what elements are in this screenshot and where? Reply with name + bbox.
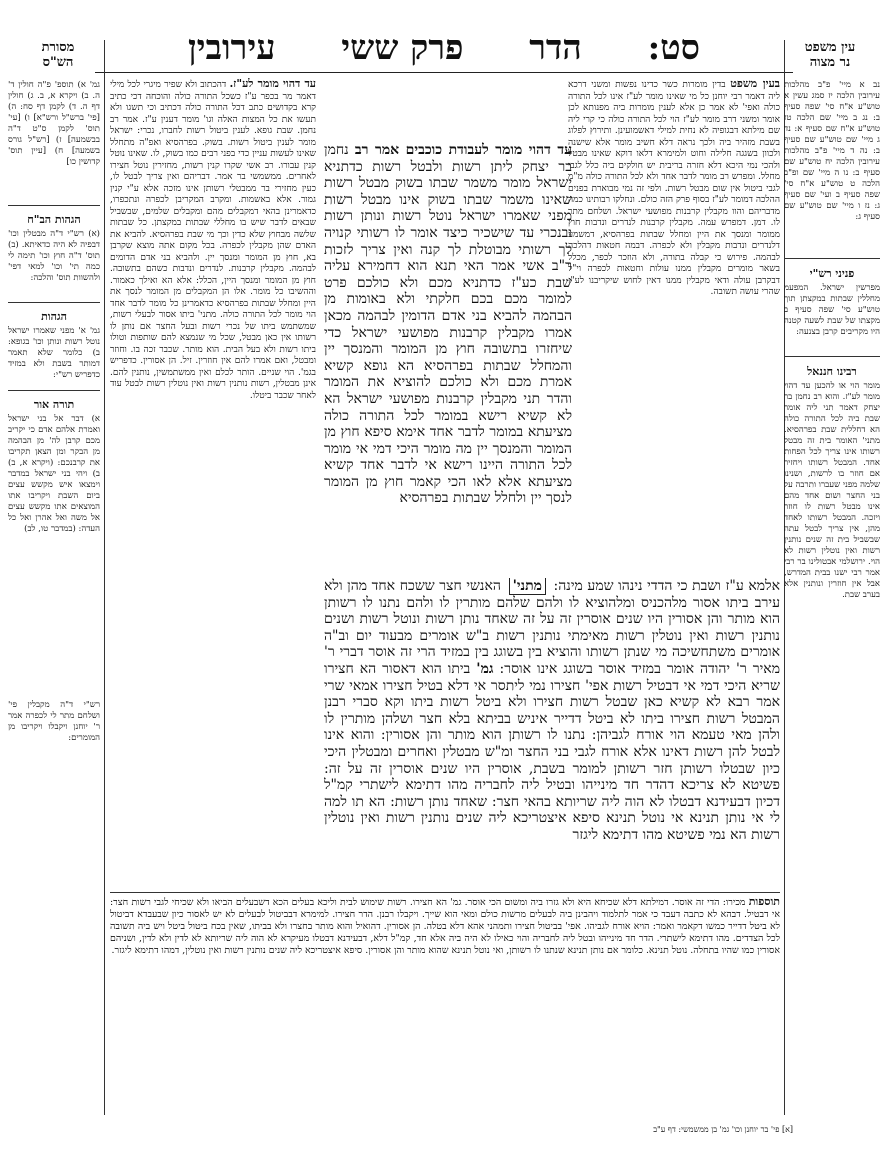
chapter-number: פרק ששי — [341, 28, 464, 68]
torah-ohr-text: א) דבר אל בני ישראל ואמרת אלהם אדם כי יקריב מכם קרבן לה' מן הבהמה מן הבקר ומן הצאן תקריבו את קרבנכם: (ויקרא א, ב) ב) ויהי בני ישראל במדבר וימצאו איש מקשש עצים ביום השבת ויקריבו אתו המוצאים אתו מקשש עצים אל משה ואל אהרן ואל כל העדה: (במדבר טו, לב) — [8, 414, 100, 534]
ein-mishpat-text: נב א מיי' פ"ב מהלכות עירובין הלכה יז סמג עשין א טוש"ע א"ח סי' שפה סעיף ב: נג ב מיי' שם הלכה טז טוש"ע א"ח שם סעיף א: נד ג מיי' שם טוש"ע שם סעיף ב: נה ד מיי' פ"ב מהלכות עירובין הלכה יח טוש"ע שם סעיף ב: נו ה מיי' שם ופ"ב הלכה ט טוש"ע א"ח סי' שפה סעיף ב ועי' שם סעיף ג: נז ו מיי' שם טוש"ע שם סעיף ג: — [784, 80, 880, 222]
left-margin-rule-2 — [8, 302, 100, 303]
hagahot-bach-heading: הגהות הב"ח — [27, 213, 81, 226]
ein-mishpat-heading — [790, 40, 870, 70]
bottom-rule — [110, 892, 780, 893]
torah-ohr-box — [8, 393, 100, 693]
chapter-name: הדר — [529, 28, 582, 68]
hagahot-heading: הגהות — [41, 310, 67, 323]
gemara-upper — [324, 142, 572, 572]
left-margin-rule-1 — [8, 205, 100, 206]
masoret-text: גמ' א) תוספ' פ"ה חולין ד' ה. ב) ויקרא א, ב. ג) חולין דף ה. ד) לקמן דף סח: ה) [פי' ברש"ל ורש"א] ו) [עי' תוס' לקמן ס"ט ד"ה בבשמעה] ז) [רש"ל גורס בשמעה] ח) [עיין תוס' קדושין כו] — [8, 80, 100, 167]
masoret-box — [8, 80, 100, 200]
rabbeinu-chananel-heading: רבינו חננאל — [807, 365, 857, 378]
tosafot-lead: בעין משפט — [730, 78, 780, 90]
mishnah-intro: אלמא ע"ז ושבת כי הדדי נינהו שמע מינה: — [553, 578, 780, 594]
left-margin-divider — [104, 40, 105, 1115]
left-note-text: רש"י ד"ה מקבלין פי' ושלחם מתר לי לכפרה אמר ר' יוחנן ויקבלו ויקריבו מן המומרים: — [8, 700, 100, 743]
header-rule — [95, 72, 793, 73]
gemara-lead: עד דהוי מומר לעבודת כוכבים אמר רב — [354, 142, 572, 158]
hagahot-text: גמ' א' מפני שאמרו ישראל נוטל רשות ונותן וכו' בגופא: ב) כלומר שלא תאמר דמותר בשבת ולא במזיד כדפריש רש"י: — [8, 326, 100, 380]
page-header — [180, 28, 708, 68]
masoret-label: מסורת הש"ס — [41, 40, 75, 70]
left-note-box — [8, 700, 100, 820]
bottom-commentary-lead: תוספות — [748, 896, 780, 908]
hagahot-bach-box — [8, 208, 100, 298]
penei-rashi-text: מפרשין ישראל. המפעמ מחללין שבתות במקצתן תוך טוש"ע סי' שפה סעיף ב מקצתו של שבת לשעה קטנה היו מקריבים קרבן בצנעה: — [784, 283, 880, 337]
torah-ohr-heading: תורה אור — [33, 398, 75, 411]
right-margin-rule-2 — [784, 356, 880, 357]
left-margin-rule-3 — [8, 390, 100, 391]
mishnah-text: האנשי חצר ששכח אחד מהן ולא עירב ביתו אסור מלהכניס ומלהוציא לו ולהם שלהם מותרין לו ולהם נתנו לו רשותן הוא מותר והן אסורין היו שנים אוסרין זה על זה שאחד נותן רשות ונוטל רשות ושנים נותנין רשות ואין נוטלין רשות מאימתי נותנין רשות ב"ש אומרים מבעוד יום וב"ה אומרים משתחשיכה מי שנתן רשותו והוציא בין בשוגג בין במזיד הרי זה אוסר דברי ר' מאיר ר' יהודה אומר במזיד אוסר בשוגג אינו אוסר: — [324, 578, 780, 677]
masoret-heading — [18, 40, 98, 70]
bottom-commentary-text: מכירו: הדי זה אוסר. דמילתא דלא שכיחא היא ולא גזרו ביה ומשום הכי אוסר. גמ' הא חצירו. רשות שימוש לבית וליכא בעלים הכא דשבעלים הביאו ולא שכיחי לגבי רשות חצר: אי דבטיל. דבהא לא כתבה דעבד כי אמר לתלמוד ויהבינן ביה לבעלים מרשות כולם ומאי הוא שייך. ויקבלו רבנן. הדר חצירו. למימרא דבביטול לבעלים לא יש לאסור כיון שבעבדא דביטול לא ביטל דדייר כמשו דקאמר ואמר: הויא אורח לגביהו. אפי' בביטול חצירו ותמהני אהא דלא בטלה. הן אסורין. דהואיל והוא מותר בחצרו ולא בביתו, שאין בכח ביטול ביטל ויש ביה תשובה לכל הצדדים. מהו דתימא לישתרי. הדר חד מינייהו ובטל ליה לחבריה והוי כאילו לא היה ביה אלא חד, קמ"ל דלא, דבעידנא דבטלו מעיקרא לא הוה ליה שריותא לא לדין ולא לדין, ושניהם אסורין כמו שהיו בתחלה. נוטל תנינא. כלומר אם נותן תנינא שנתנו לו רשותן, ואי נוטל תנינא שהוא מותר והן אסורין. סיפא איצטריכא ליה שנים נותנין רשות ואין נוטלין, דמהו דתימא ליגזר. — [110, 897, 780, 956]
rabbeinu-chananel-text: מומר הוי או להכען עד דהוי מומר לע"ז. והוא רב נחמן בר יצחק דאמר תני ליה אומר שבת ביה לכל התורה כולה הא דחללית שבת בפרהסיא. מתני' האומר בית זה מבטל רשותו אינו צריך לכל הפחות אחד. המבטל רשותו ויחזיר אם חוזר בו לרשות, ושנינו שלמה מפני שעברו ותרבה על בני החצר ושום אחד מהם אינו מבטל רשות לו חוזר ויזכה. המבטל רשותו לאחד מהן, אין צריך לבטל עתה שבשביל בית זה שנים נותנין רשות ואין נוטלין רשות לא הוי. ירושלמי אבטולינו בר רבי אמר רבי ישנו בבית המדרש, אבל אין חוזרין ונותנין אלא בערב שבת. — [784, 381, 880, 600]
gemara-lower — [324, 578, 780, 888]
tosafot-text: בדין מומרות כשר כדינו נפשות ומשני דרכא ליה דאמר רבי יוחנן כל מי שאינו מומר לע"ז אינו לכל התורה כולה ואפי' לא אמר כן אלא לענין מומרות ביה מפנותא לכן אומר ומשני דרב מומר לע"ז הוי לכל התורה כולה כי קרי ליה שם מילתא דבגופיה לא נחית למילי דאשמועינן. ותירוץ לפלוג בשבת מזהיר ביה ולכך נראה דלא חשיב מומר אלא שישנה ולכוון בשגגה חלילה וחוט ולמימרא דלאו דוקא שאינו מבטל ולהכי נמי היכא דלא חזרה בריבית יש חולקים ביה כלל לגבי מחלל. ומפרש רב מומר לדבר אחד ולא לכל התורה כולה מ"מ לגבי ביטול אין שום מבטל רשות. ולפי זה נמי מבוארת בפנים ההלכה דמומר לע"ז בסוף פרק הזה כולם. ונחלקו רבותינו כמה מדבריהם והוו מקבלין קרבנות מפושעי ישראל. ושלחם מתר לו. דמן. דמפרש עמה. מקבלין קרבנות לנדרים ונדבות חוץ ממומר ומנסך את היין ומחלל שבתות בפרהסיא, דמשמע דלנדרים ונדבות מקבלין ולא לכפרה. דבמה חטאות דהלכה לבהמה. פירוש כי קבלה בתורה, ולא הוזכר לכפר, מכלל בשאר מומרים מקבלין ממנו עולות וחטאות לכפרה וי"ל דבקרבן עולה ודאי מקבלין ממנו דאין לחוש שיקריבנו לע"ז שהרי עושה תשובה. — [568, 80, 780, 297]
tractate-name: עירובין — [188, 28, 276, 68]
hagahot-box — [8, 305, 100, 385]
folio-number: סט: — [647, 28, 700, 68]
footnote-text: [א] פי' בר יוחנן וכו' גמ' בן ממשמשי: דף ע"ב — [653, 1125, 793, 1134]
hagahot-bach-text: (א) רש"י ד"ה מבטלין וכו' דבפיה לא היה כדאיתא. (ב) תוס' ד"ה חוץ וכו' תימה לי כמה תי' וכו' למאי דפי' ולהשוות תוס' והלכה: — [8, 229, 100, 283]
ein-mishpat-box — [784, 80, 880, 255]
penei-rashi-heading: פניני רש"י — [809, 267, 855, 280]
gemara-text: נחמן בר יצחק ליתן רשות ולבטל רשות כדתניא ישראל מומר משמר שבתו בשוק מבטל רשות שאינו משמר שבתו בשוק אינו מבטל רשות מפני שאמרו ישראל נוטל רשות ונותן רשות ובנכרי עד שישכיר כיצד אומר לו רשותי קנויה לך רשותי מבוטלת לך קנה ואין צריך לזכות ר"ב אשי אמר האי תנא הוא דחמירא עליה שבת כע"ז כדתניא מכם ולא כולכם פרט למומר מכם בכם חלקתי ולא באומות מן הבהמה להביא בני אדם הדומין לבהמה מכאן אמרו מקבלין קרבנות מפושעי ישראל כדי שיחזרו בתשובה חוץ מן המומר והמנסך יין והמחלל שבתות בפרהסיא הא גופא קשיא אמרת מכם ולא כולכם להוציא את המומר והדר תני מקבלין קרבנות מפושעי ישראל הא לא קשיא רישא במומר לכל התורה כולה מציעתא במומר לדבר אחד אימא סיפא חוץ מן המומר והמנסך יין מה מומר היכי דמי אי מומר לכל התורה היינו רישא אי לדבר אחד קשיא מציעתא אלא לאו הכי קאמר חוץ מן המומר לנסך יין ולחלל שבתות בפרהסיא — [324, 142, 572, 507]
rashi-column — [110, 78, 316, 888]
rashi-text: דהכתוב ולא שפיר מיגרי לכל מילי דאמר מר בכפר ע"ז כשכל התורה כולה והוכחה דכי כתיב קרא בקדושים כתב דכל התורה כולה דכתיב וכי תשגו ולא תעשו את כל המצות האלה וגו' מומר דענין ע"ז. אמר רב נחמן. שבת גופא. לענין ביטול רשות לחברו, נכרי: ישראל מומר לענין ביטול רשות. בשוק. בפרהסיא ואפ"ה מתחלל שאינו לעשות עניין כדי בפני רבים כמו בשוק, לו. שאינו נוטל קנין עבורו. רב אשי שקרו קנין רשות, מחזירין נוטל חצירו לאחרים. ממשמשי בר אמר. דבריהם ואין צריך לבטל לו, כעין מחזירי בר ממבטלי רשותן אינו מזכה אלא ע"י קנין גמור. אלא באשמות. ומקרב המקריבן לכפרה ונתכפרו, כדאמרינן בהאי דמקבלים מהם ומקבלים שלמים, שבשביל שבאים לדבר שיש בו מחללי שבתות במקצתן. כל שבתות שלשה מבחוץ שלא כדין וכך מי שבת בפרהסיא. להביא את האדם שהן מקבלין לכפרה. בכל מקום אתה מוצא שקרבן בא, חוץ מן המומר ומנסך יין. ולהביא בני אדם הדומים לבהמה. מקבלין קרבנות. לנדרים ונדבות כשהם בתשובה. חוץ מן המומר ומנסך היין, הכלל: אלא הא ואילך כאמור. וההשיבו כל מומר. אלו הן המקבלים מן המומר לנסך את היין ומחלל שבתות בפרהסיא כדאמרינן כל מומר לדבר אחד הוי מומר לכל התורה כולה. מתני' ביתו אסור לבעלי רשות, שמשתמש ביתו של נכרי רשות ובעל החצר אם נותן לו רשותו אין כאן מבטל, שכל מי שנמצא להם שותפות וטולו ביתו רשות ולא בעל הבית. הוא מותר. שכבר זכה בו. וחוזר ומבטל, ואם אמרו להם אין חוזרין. זיל. הן אסורין. כדפריש בגמ'. הוי שניים. הותר לכלם ואין ממשתמשין, נותנין להם. אינן מבטלין, רשות נותנין רשות ואין נוטלין רשות לבטל עוד לאחר שכבר ביטלו. — [110, 80, 316, 401]
penei-rashi-box — [784, 262, 880, 352]
gemara2-text: ביתו הוא דאסור הא חצירו שריא היכי דמי אי דבטיל רשות אפי' חצירו נמי ליתסר אי דלא בטיל חצירו אמאי שרי אמר רבא לא קשיא כאן שבטל רשות חצירו ולא ביטל רשות ביתו וקא סברי רבנן המבטל רשות חצירו ביתו לא ביטל דדייר איניש בביתא בלא חצר ושלהן מותרין לו ולהן מאי טעמא הוי אורח לגביהן: נתנו לו רשותן הוא מותר והן אסורין: והוא אינו לבטל להן רשות דאינו אלא אורח לגבי בני החצר ומ"ש מבטלין ואחרים ומבטלין היכי כיון שבטלו רשותן חזר רשותן למומר בשבת, אוסרין היו שנים אוסרין זה על זה: פשיטא לא צריכא דהדר חד מינייהו ובטיל ליה לחבריה מהו דתימא לישתרי קמ"ל דכיון דבעידנא דבטלו לא הוה ליה שריותא בהאי חצר: שאחד נותן רשות: הא תו למה לי אי נותן תנינא אי נוטל תנינא סיפא איצטריכא ליה שנים נותנין רשות ואין נוטלין רשות הא נמי פשיטא מהו דתימא ליגזר — [324, 660, 780, 843]
bottom-commentary — [110, 896, 780, 1118]
gemara-label: גמ' — [476, 660, 494, 677]
right-margin-rule-1 — [784, 258, 880, 259]
ein-mishpat-label: עין משפט נר מצוה — [804, 40, 856, 70]
mishnah-label: מתני' — [509, 578, 546, 595]
rabbeinu-chananel-box — [784, 360, 880, 1100]
rashi-lead: עד דהוי מומר לע"ז. — [229, 78, 316, 90]
page-footnote — [120, 1125, 793, 1134]
